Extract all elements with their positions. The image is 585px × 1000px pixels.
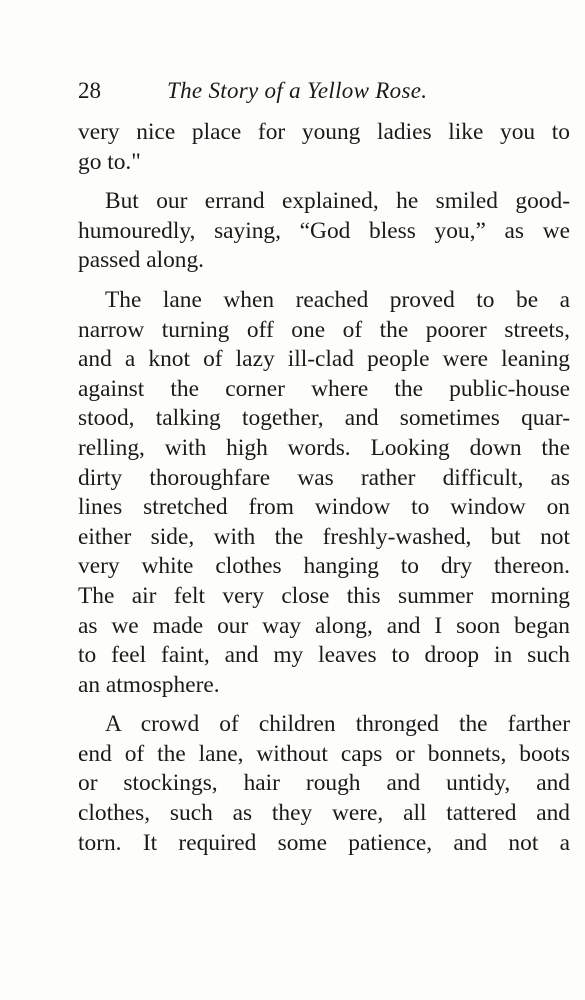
body-text — [78, 118, 570, 858]
text-line: dirty thoroughfare was rather difficult, as — [78, 464, 570, 491]
text-line: relling, with high words. Looking down the — [78, 434, 570, 461]
text-line: go to." — [78, 148, 141, 175]
running-head — [78, 73, 568, 109]
text-line: The lane when reached proved to be a — [105, 286, 570, 313]
text-line: But our errand explained, he smiled good- — [105, 188, 570, 215]
text-line: end of the lane, without caps or bonnets, boots — [78, 740, 570, 767]
text-line: to feel faint, and my leaves to droop in such — [78, 642, 570, 669]
text-line: against the corner where the public-house — [78, 375, 570, 402]
paragraph-3 — [78, 286, 570, 700]
text-line: very nice place for young ladies like you to — [78, 119, 570, 145]
text-line: lines stretched from window to window on — [78, 494, 570, 521]
page-number: 28 — [78, 78, 101, 103]
text-line: passed along. — [78, 247, 205, 274]
paragraph-2 — [78, 187, 570, 276]
paragraph-4 — [78, 710, 570, 858]
text-line: humouredly, saying, “God bless you,” as we — [78, 217, 570, 244]
text-line: and a knot of lazy ill-clad people were leaning — [78, 346, 570, 373]
text-line: A crowd of children thronged the farther — [105, 711, 570, 738]
text-line: clothes, such as they were, all tattered and — [78, 800, 570, 827]
text-line: as we made our way along, and I soon began — [78, 612, 570, 639]
text-line: narrow turning off one of the poorer streets, — [78, 316, 570, 343]
running-title: The Story of a Yellow Rose. — [167, 78, 428, 103]
text-line: torn. It required some patience, and not a — [78, 829, 570, 856]
text-line: The air felt very close this summer morning — [78, 582, 570, 609]
text-line: either side, with the freshly-washed, but not — [78, 523, 570, 550]
paragraph-1 — [78, 118, 570, 177]
text-line: stood, talking together, and sometimes quar- — [78, 405, 570, 432]
text-line: or stockings, hair rough and untidy, and — [78, 770, 570, 797]
text-line: an atmosphere. — [78, 671, 220, 698]
text-line: very white clothes hanging to dry thereon. — [78, 553, 570, 580]
